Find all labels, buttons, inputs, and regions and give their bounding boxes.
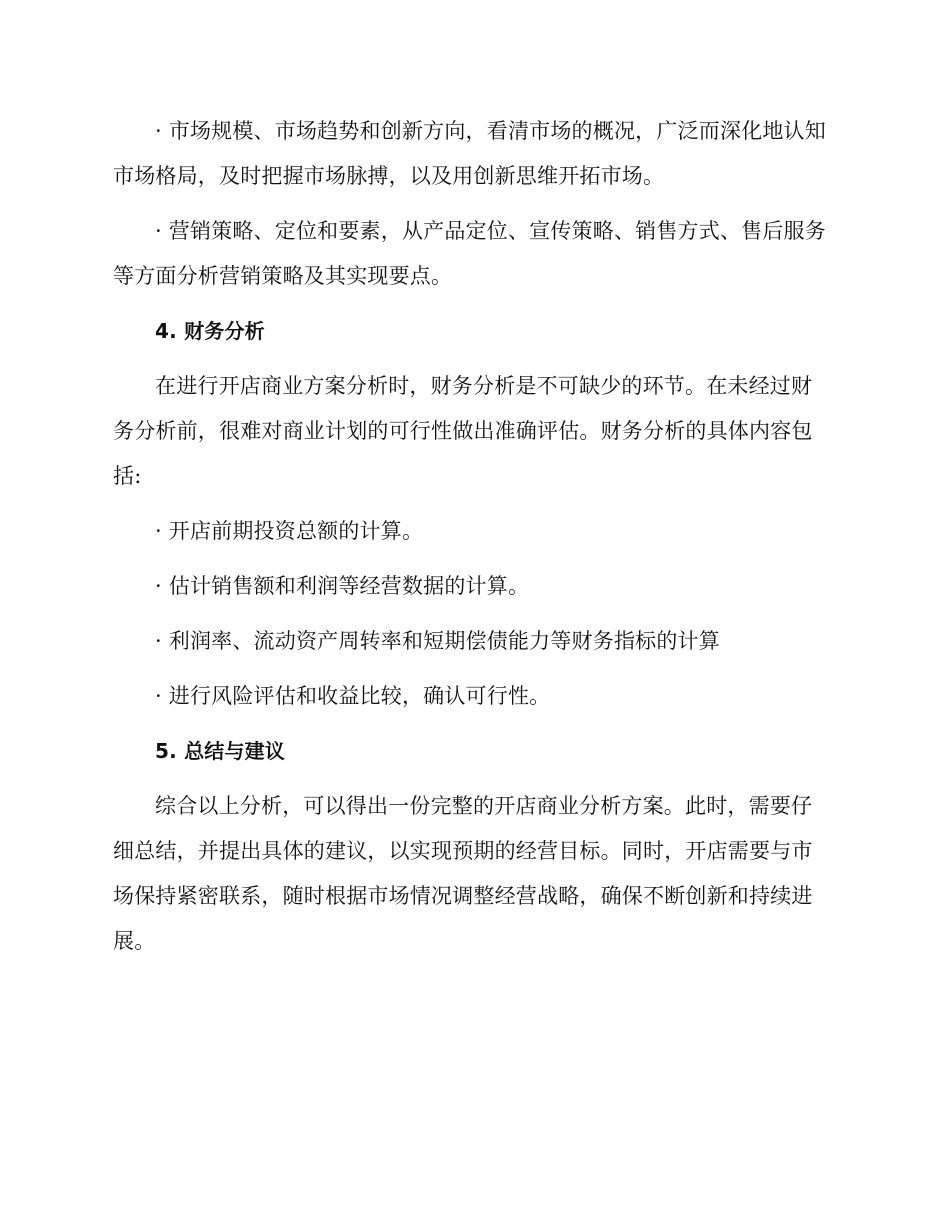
finance-bullet-ratios: · 利润率、流动资产周转率和短期偿债能力等财务指标的计算 bbox=[155, 629, 720, 653]
section-heading-finance: 4. 财务分析 bbox=[155, 319, 265, 343]
section-heading-summary: 5. 总结与建议 bbox=[155, 739, 286, 763]
finance-bullet-investment: · 开店前期投资总额的计算。 bbox=[155, 519, 424, 543]
finance-bullet-sales: · 估计销售额和利润等经营数据的计算。 bbox=[155, 574, 530, 598]
finance-paragraph: 在进行开店商业方案分析时，财务分析是不可缺少的环节。在未经过财务分析前，很难对商业计划的可行性做出准确评估。财务分析的具体内容包括: bbox=[113, 374, 813, 488]
bullet-marketing-strategy: · 营销策略、定位和要素，从产品定位、宣传策略、销售方式、售后服务等方面分析营销策略及其实现要点。 bbox=[113, 219, 826, 288]
finance-bullet-risk: · 进行风险评估和收益比较，确认可行性。 bbox=[155, 684, 551, 708]
bullet-market-scale: · 市场规模、市场趋势和创新方向，看清市场的概况，广泛而深化地认知市场格局，及时把握市场脉搏，以及用创新思维开拓市场。 bbox=[113, 119, 826, 188]
summary-paragraph: 综合以上分析，可以得出一份完整的开店商业分析方案。此时，需要仔细总结，并提出具体的建议，以实现预期的经营目标。同时，开店需要与市场保持紧密联系，随时根据市场情况调整经营战略，确保不断创新和持续进展。 bbox=[113, 794, 813, 953]
document-body bbox=[113, 109, 833, 964]
